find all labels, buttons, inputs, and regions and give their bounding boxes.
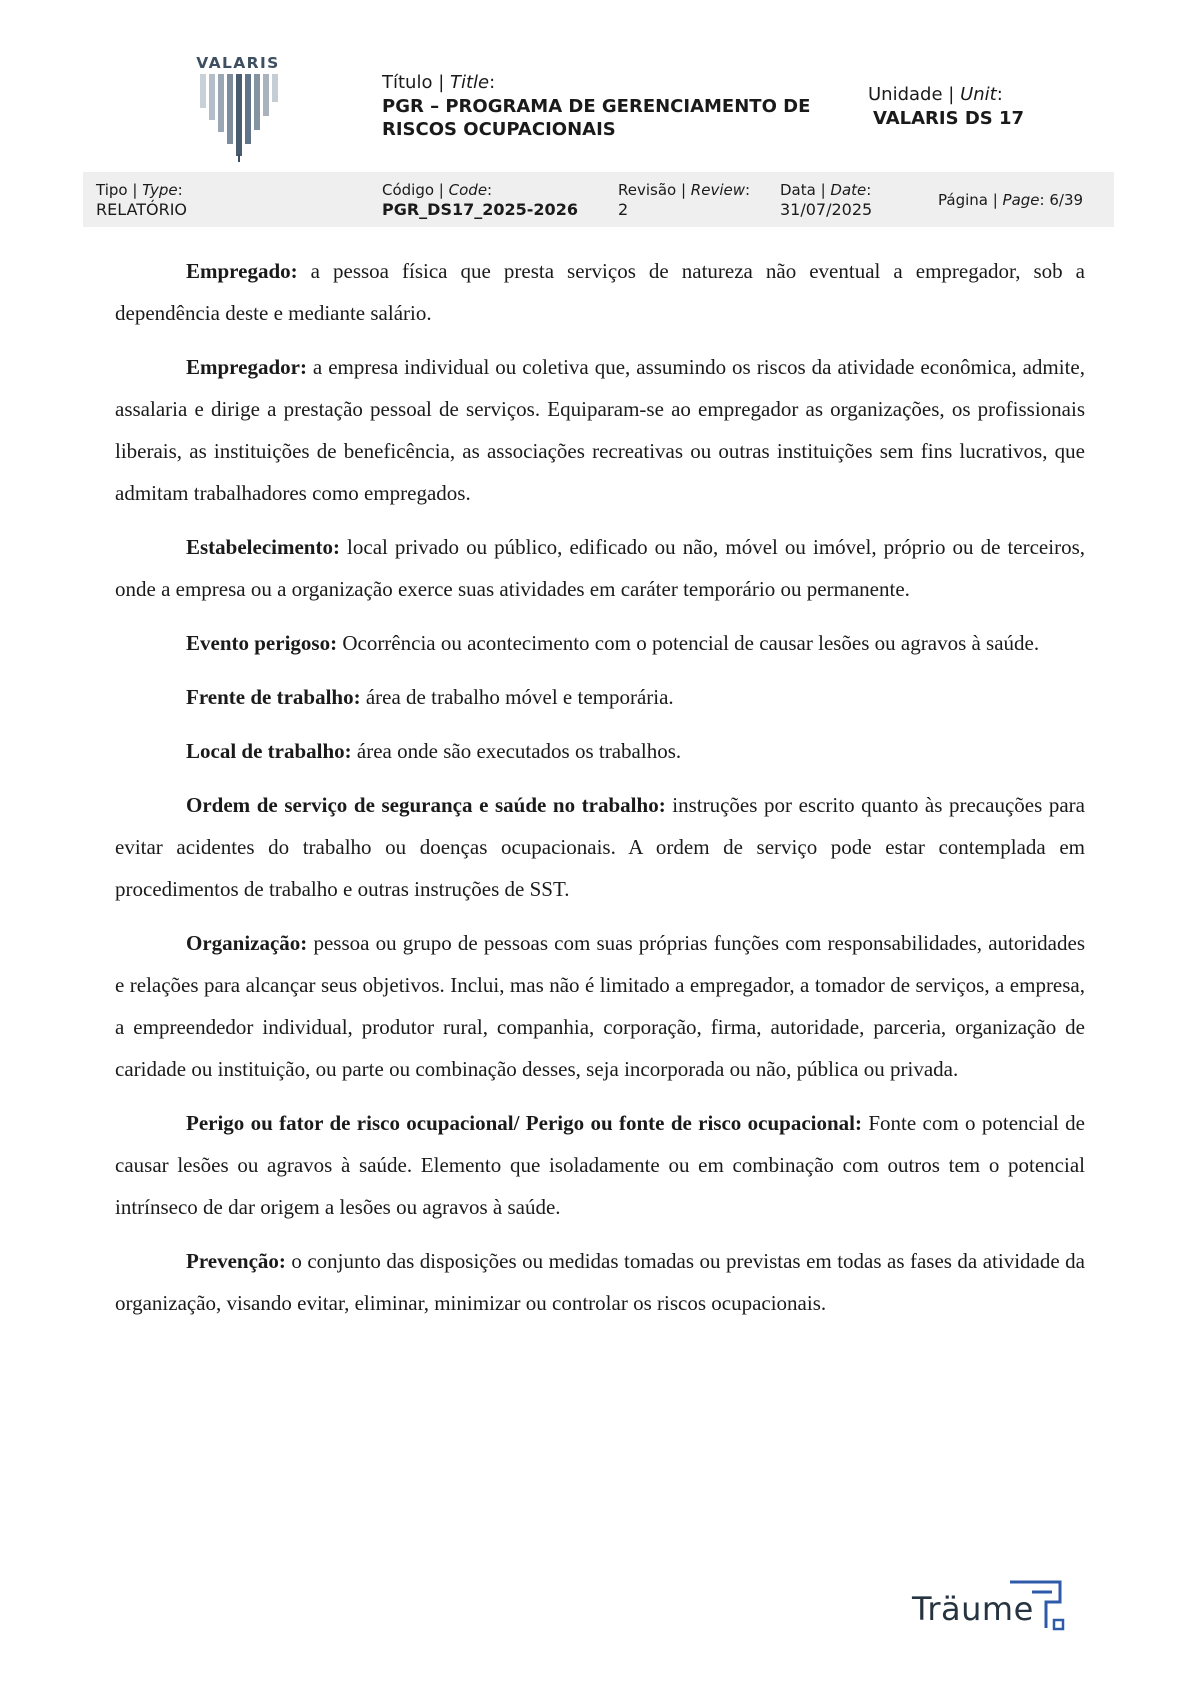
meta-date: Data | Date: 31/07/2025 — [780, 181, 873, 219]
meta-code: Código | Code: PGR_DS17_2025-2026 — [382, 181, 578, 219]
definition-paragraph — [115, 1240, 1085, 1324]
meta-review: Revisão | Review: 2 — [618, 181, 751, 219]
definition-paragraph — [115, 784, 1085, 910]
page-number: 6/39 — [1049, 191, 1084, 209]
meta-type: Tipo | Type: RELATÓRIO — [96, 181, 188, 219]
definition-text: Fonte com o potencial de causar lesões ou agravos à saúde. Elemento que isoladamente ou em combinação com outros tem o potencial intrínseco de dar origem a lesões ou agravos à saúde. — [115, 1111, 1085, 1219]
definition-paragraph — [115, 622, 1085, 664]
meta-date-value: 31/07/2025 — [780, 200, 873, 219]
definition-paragraph — [115, 730, 1085, 772]
unit-block — [868, 84, 1088, 130]
definition-paragraph — [115, 1102, 1085, 1228]
definition-term: Perigo ou fator de risco ocupacional/ Perigo ou fonte de risco ocupacional: — [186, 1111, 862, 1135]
definition-text: área de trabalho móvel e temporária. — [360, 685, 674, 709]
definition-text: o conjunto das disposições ou medidas tomadas ou previstas em todas as fases da atividade da organização, visando evitar, eliminar, minimizar ou controlar os riscos ocupacionais. — [115, 1249, 1085, 1315]
traume-mark-icon — [1008, 1578, 1074, 1636]
definitions-content — [115, 250, 1085, 1336]
valaris-bars-icon — [196, 74, 280, 162]
definition-text: local privado ou público, edificado ou não, móvel ou imóvel, próprio ou de terceiros, onde a empresa ou a organização exerce suas atividades em caráter temporário ou permanente. — [115, 535, 1085, 601]
valaris-logo — [190, 54, 286, 160]
definition-text: Ocorrência ou acontecimento com o potencial de causar lesões ou agravos à saúde. — [337, 631, 1040, 655]
definition-paragraph — [115, 346, 1085, 514]
definition-term: Empregado: — [186, 259, 298, 283]
definition-text: instruções por escrito quanto às precauções para evitar acidentes do trabalho ou doenças ocupacionais. A ordem de serviço pode estar contemplada em procedimentos de trabalho e outras instruções de SST. — [115, 793, 1085, 901]
logo-wordmark: VALARIS — [196, 54, 280, 72]
meta-code-value: PGR_DS17_2025-2026 — [382, 200, 578, 219]
definition-term: Estabelecimento: — [186, 535, 340, 559]
traume-wordmark: Träume — [912, 1590, 1034, 1628]
definition-term: Evento perigoso: — [186, 631, 338, 655]
meta-page: Página | Page: 6/39 — [938, 191, 1084, 209]
definition-paragraph — [115, 922, 1085, 1090]
traume-logo — [912, 1578, 1072, 1636]
document-title: PGR – PROGRAMA DE GERENCIAMENTO DE RISCOS OCUPACIONAIS — [382, 96, 811, 140]
definition-text: pessoa ou grupo de pessoas com suas próprias funções com responsabilidades, autoridades e relações para alcançar seus objetivos. Inclui, mas não é limitado a empregador, a tomador de serviços, a empresa, a empreendedor individual, produtor rural, companhia, corporação, firma, autoridade, parceria, organização de caridade ou instituição, ou parte ou combinação desses, seja incorporada ou não, pública ou privada. — [115, 931, 1085, 1081]
definition-paragraph — [115, 526, 1085, 610]
definition-text: a empresa individual ou coletiva que, assumindo os riscos da atividade econômica, admite, assalaria e dirige a prestação pessoal de serviços. Equiparam-se ao empregador as organizações, os profissionais liberais, as instituições de beneficência, as associações recreativas ou outras instituições sem fins lucrativos, que admitam trabalhadores como empregados. — [115, 355, 1085, 505]
definition-text: área onde são executados os trabalhos. — [351, 739, 682, 763]
definition-text: a pessoa física que presta serviços de natureza não eventual a empregador, sob a dependência deste e mediante salário. — [115, 259, 1085, 325]
definition-paragraph — [115, 250, 1085, 334]
definition-term: Local de trabalho: — [186, 739, 352, 763]
meta-type-value: RELATÓRIO — [96, 200, 188, 219]
definition-term: Frente de trabalho: — [186, 685, 361, 709]
title-label: Título | Title: — [382, 72, 496, 93]
unit-label: Unidade | Unit: — [868, 84, 1003, 105]
definition-term: Empregador: — [186, 355, 307, 379]
definition-paragraph — [115, 676, 1085, 718]
meta-review-value: 2 — [618, 200, 629, 219]
definition-term: Ordem de serviço de segurança e saúde no trabalho: — [186, 793, 666, 817]
definition-term: Prevenção: — [186, 1249, 286, 1273]
document-title-block — [382, 72, 852, 141]
document-meta-bar — [83, 172, 1114, 227]
definition-term: Organização: — [186, 931, 308, 955]
unit-value: VALARIS DS 17 — [873, 108, 1025, 129]
